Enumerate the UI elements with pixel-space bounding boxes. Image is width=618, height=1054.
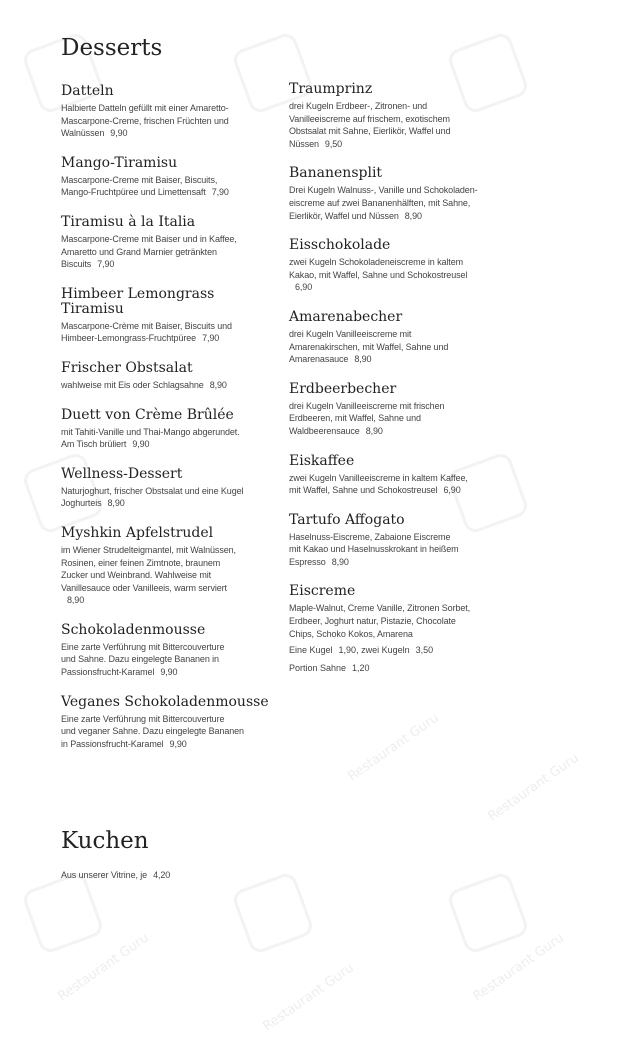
- item-description: Aus unserer Vitrine, je: [61, 870, 148, 880]
- menu-item: [61, 695, 287, 751]
- item-description: Eine zarte Verführung mit Bittercouverture und Sahne. Dazu eingelegte Bananen in Passionsfrucht-Karamel: [61, 641, 225, 678]
- item-description: mit Tahiti-Vanille und Thai-Mango abgerundet. Am Tisch brüliert: [61, 426, 240, 450]
- item-name: Datteln: [61, 83, 114, 99]
- item-price: 8,90: [209, 379, 227, 390]
- item-description: Haselnuss-Eiscreme, Zabaione Eiscreme mit Kakao und Haselnusskrokant in heißem Espresso: [289, 531, 459, 567]
- item-name: Erdbeerbecher: [289, 380, 397, 397]
- item-name: Traumprinz: [289, 81, 373, 97]
- item-description: drei Kugeln Erdbeer-, Zitronen- und Vanilleeiscreme auf frischem, exotischem Obstsalat mit Sahne, Eierlikör, Waffel und Nüssen: [289, 101, 451, 149]
- item-price: 8,90: [404, 210, 422, 221]
- label: , zwei Kugeln: [356, 645, 410, 656]
- section-heading-desserts: Desserts: [61, 35, 163, 61]
- menu-item: [61, 623, 287, 679]
- item-description: Maple-Walnut, Creme Vanille, Zitronen Sorbet, Erdbeer, Joghurt natur, Pistazie, Chocolate Chips, Schoko Kokos, Amarena: [289, 603, 471, 639]
- item-price: 7,90: [97, 259, 115, 270]
- price: 1,90: [338, 645, 357, 656]
- watermark-logo-icon: [231, 871, 316, 956]
- menu-item: [289, 238, 515, 294]
- menu-item: [289, 584, 515, 640]
- menu-item: [61, 84, 287, 140]
- menu-item: [289, 382, 515, 438]
- item-name: Frischer Obstsalat: [61, 359, 193, 376]
- item-name: Himbeer Lemongrass Tiramisu: [61, 285, 215, 317]
- watermark-text: Restaurant Guru: [260, 960, 357, 1035]
- item-description: Eine zarte Verführung mit Bittercouverture und veganer Sahne. Dazu eingelegte Bananen in Passionsfrucht-Karamel: [61, 713, 244, 749]
- item-description: zwei Kugeln Schokoladeneiscreme in kaltem Kakao, mit Waffel, Sahne und Schokostreusel: [289, 257, 468, 280]
- watermark-text: Restaurant Guru: [55, 930, 152, 1005]
- item-description: Mascarpone-Crème mit Baiser, Biscuits und Himbeer-Lemongrass-Fruchtpüree: [61, 320, 232, 344]
- item-price: 7,90: [202, 333, 220, 344]
- item-description: im Wiener Strudelteigmantel, mit Walnüssen, Rosinen, einer feinen Zimtnote, braunem Zucker und Weinbrand. Wahlweise mit Vanillesauce oder Vanilleeis, warm serviert: [61, 544, 236, 593]
- eiscreme-price-sahne: [289, 662, 515, 674]
- item-price: 9,90: [132, 439, 150, 450]
- desserts-right-column: [289, 82, 515, 674]
- eiscreme-extras: [289, 644, 515, 674]
- item-price: 9,90: [110, 128, 128, 139]
- item-price: 4,20: [153, 870, 171, 880]
- item-price: 9,90: [160, 667, 178, 678]
- item-price: 6,90: [443, 485, 461, 496]
- price: 1,20: [352, 663, 370, 674]
- menu-item: [289, 166, 515, 222]
- item-price: 8,90: [365, 425, 383, 436]
- menu-item: [61, 287, 287, 345]
- item-description: wahlweise mit Eis oder Schlagsahne: [61, 379, 204, 390]
- watermark-logo-icon: [21, 871, 106, 956]
- item-price: 8,90: [107, 498, 125, 509]
- section-heading-kuchen: Kuchen: [61, 828, 149, 854]
- menu-item: [289, 82, 515, 150]
- item-name: Schokoladenmousse: [61, 621, 206, 638]
- menu-item: [289, 513, 515, 569]
- item-name: Amarenabecher: [289, 308, 403, 325]
- item-price: 9,90: [169, 738, 187, 749]
- watermark-logo-icon: [446, 871, 531, 956]
- item-name: Bananensplit: [289, 165, 383, 182]
- price: 3,50: [415, 645, 434, 656]
- item-name: Duett von Crème Brûlée: [61, 406, 234, 423]
- label: Portion Sahne: [289, 663, 347, 674]
- desserts-left-column: [61, 84, 287, 766]
- item-description: Mascarpone-Creme mit Baiser, Biscuits, Mango-Fruchtpüree und Limettensaft: [61, 174, 218, 198]
- item-name: Mango-Tiramisu: [61, 154, 178, 171]
- menu-item: [61, 156, 287, 199]
- menu-item: [61, 467, 287, 510]
- watermark-text: Restaurant Guru: [485, 750, 582, 825]
- menu-item: [61, 215, 287, 271]
- item-price: 7,90: [211, 187, 229, 198]
- menu-item: [289, 454, 515, 497]
- watermark-text: Restaurant Guru: [470, 930, 567, 1005]
- watermark-text: Restaurant Guru: [345, 710, 442, 785]
- label: Eine Kugel: [289, 645, 333, 656]
- item-description: Mascarpone-Creme mit Baiser und in Kaffee, Amaretto und Grand Marnier getränkten Biscuits: [61, 233, 237, 270]
- item-price: 8,90: [354, 354, 372, 365]
- menu-item-kuchen: [61, 866, 287, 882]
- item-name: Wellness-Dessert: [61, 465, 183, 482]
- item-price: 8,90: [331, 556, 349, 567]
- item-name: Eiscreme: [289, 583, 356, 600]
- item-name: Eiskaffee: [289, 452, 355, 469]
- item-description: Halbierte Datteln gefüllt mit einer Amaretto- Mascarpone-Creme, frischen Früchten und Walnüssen: [61, 103, 229, 139]
- menu-item: [61, 361, 287, 392]
- item-description: zwei Kugeln Vanilleeiscreme in kaltem Kaffee, mit Waffel, Sahne und Schokostreusel: [289, 472, 468, 496]
- menu-item: [61, 526, 287, 607]
- item-price: 9,50: [324, 138, 343, 149]
- menu-item: [61, 408, 287, 451]
- eiscreme-price-scoops: [289, 644, 515, 656]
- item-price: 6,90: [295, 282, 313, 293]
- item-description: Naturjoghurt, frischer Obstsalat und eine Kugel Joghurteis: [61, 485, 244, 509]
- item-description: drei Kugeln Vanilleeiscreme mit Amarenakirschen, mit Waffel, Sahne und Amarenasauce: [289, 328, 449, 365]
- item-name: Tartufo Affogato: [289, 511, 405, 528]
- item-name: Veganes Schokoladenmousse: [61, 693, 269, 710]
- menu-item: [289, 310, 515, 366]
- item-price: 8,90: [67, 595, 85, 606]
- item-description: drei Kugeln Vanilleeiscreme mit frischen Erdbeeren, mit Waffel, Sahne und Waldbeerensauce: [289, 400, 445, 436]
- item-description: Drei Kugeln Walnuss-, Vanille und Schokoladen- eiscreme auf zwei Bananenhälften, mit Sahne, Eierlikör, Waffel und Nüssen: [289, 185, 478, 221]
- item-name: Myshkin Apfelstrudel: [61, 524, 214, 541]
- item-name: Tiramisu à la Italia: [61, 213, 196, 230]
- item-name: Eisschokolade: [289, 237, 391, 254]
